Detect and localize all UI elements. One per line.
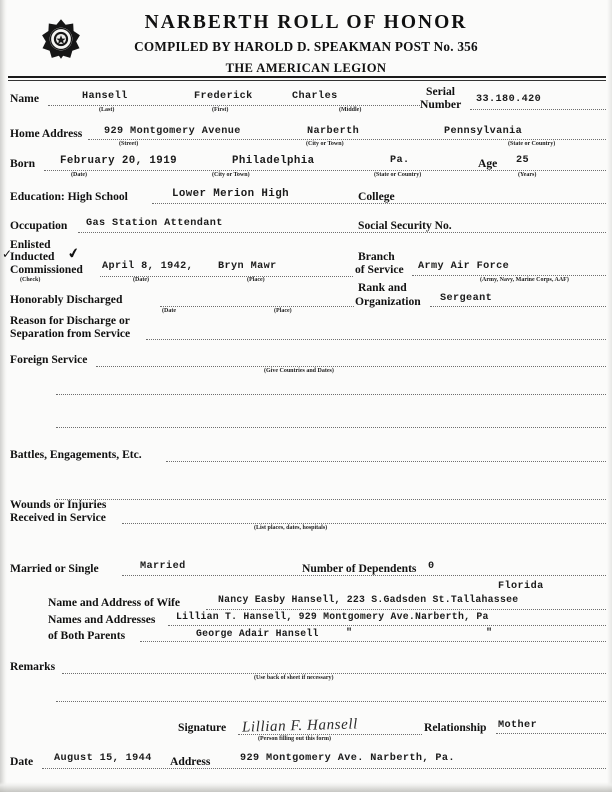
reason-discharge-dotted-rule [146,338,606,340]
name-label: Name [10,92,39,105]
wounds-label-line2: Received in Service [10,511,106,524]
wounds-dotted-rule [122,522,606,524]
born-city-sublabel: (City or Town) [212,172,250,178]
dependents-value[interactable]: 0 [428,561,435,572]
parents-father-value[interactable]: George Adair Hansell [196,628,319,639]
reason-discharge-label-line1: Reason for Discharge or [10,314,130,327]
occupation-value[interactable]: Gas Station Attendant [86,218,223,229]
discharge-dotted-rule [160,305,354,307]
rank-organization-label-line1: Rank and [358,281,407,294]
name-middle-sublabel: (Middle) [339,107,362,113]
born-date-value[interactable]: February 20, 1919 [60,155,177,167]
inducted-label[interactable]: Inducted [10,250,55,263]
born-label: Born [10,157,36,170]
inducted-check-right-icon[interactable]: ✔ [66,245,82,264]
signature-sublabel: (Person filling out this form) [258,736,331,742]
discharge-place-sublabel: (Place) [274,308,292,314]
parents-father-ditto-1: " [346,628,353,639]
home-address-street-value[interactable]: 929 Montgomery Avenue [104,126,241,137]
name-first-value[interactable]: Frederick [194,91,253,102]
college-label: College [358,190,395,203]
dependents-label: Number of Dependents [302,562,417,575]
foreign-service-label: Foreign Service [10,353,88,366]
serial-dotted-rule [470,108,606,110]
compiled-by-subtitle: COMPILED BY HAROLD D. SPEAKMAN POST No. 356 [134,39,478,54]
honorably-discharged-label: Honorably Discharged [10,293,123,306]
name-first-sublabel: (First) [212,107,229,113]
name-last-sublabel: (Last) [99,107,115,113]
foreign-service-dotted-rule [96,365,606,367]
high-school-value[interactable]: Lower Merion High [172,188,289,200]
inducted-check-left-icon[interactable]: ✓ [2,247,13,261]
home-address-street-sublabel: (Street) [119,141,139,147]
american-legion-emblem [40,18,82,60]
parents-father-ditto-2: " [486,628,493,639]
battles-label: Battles, Engagements, Etc. [10,448,142,461]
parents-mother-dotted-rule [168,624,606,626]
wife-state-value[interactable]: Florida [498,581,544,592]
home-address-city-sublabel: (City or Town) [306,141,344,147]
wife-dotted-rule [206,608,606,610]
branch-of-service-value[interactable]: Army Air Force [418,261,510,272]
signature-label: Signature [178,721,227,734]
reason-discharge-label-line2: Separation from Service [10,327,131,340]
rank-organization-label-line2: Organization [355,295,421,308]
parents-label-line2: of Both Parents [48,629,126,642]
born-dotted-rule [44,169,606,171]
organization-name: THE AMERICAN LEGION [225,61,387,75]
serial-number-label-line2: Number [420,98,462,111]
occupation-label: Occupation [10,219,68,232]
name-middle-value[interactable]: Charles [292,91,338,102]
wounds-sublabel: (List places, dates, hospitals) [254,525,328,531]
serial-number-value[interactable]: 33.180.420 [476,94,542,105]
born-state-sublabel: (State or Country) [374,172,422,178]
occupation-dotted-rule [78,231,606,233]
form-header [0,0,612,76]
blank-rule-1[interactable] [56,393,606,395]
parents-label-line1: Names and Addresses [48,613,156,626]
blank-rule-2[interactable] [56,426,606,428]
home-address-dotted-rule [88,138,606,140]
age-sublabel: (Years) [518,172,537,178]
date-label: Date [10,755,34,768]
parents-mother-value[interactable]: Lillian T. Hansell, 929 Montgomery Ave.Narberth, Pa [176,611,489,622]
rank-organization-value[interactable]: Sergeant [440,293,493,304]
check-sublabel: (Check) [20,277,41,283]
commissioned-label[interactable]: Commissioned [10,263,83,276]
service-entry-place-value[interactable]: Bryn Mawr [218,261,277,272]
page-title: NARBERTH ROLL OF HONOR [144,12,468,33]
wife-name-address-value[interactable]: Nancy Easby Hansell, 223 S.Gadsden St.Tallahassee [218,594,519,605]
remarks-blank-rule[interactable] [56,700,606,702]
age-label: Age [478,157,498,170]
discharge-date-sublabel: (Date [162,308,176,314]
remarks-label: Remarks [10,660,56,673]
address-label: Address [170,755,211,768]
parents-father-dotted-rule [140,640,606,642]
marital-status-label: Married or Single [10,562,99,575]
branch-dotted-rule [412,274,606,276]
address-value[interactable]: 929 Montgomery Ave. Narberth, Pa. [240,753,455,764]
scan-edge-left [0,0,7,792]
relationship-label: Relationship [424,721,487,734]
serial-number-label-line1: Serial [426,85,455,98]
battles-dotted-rule [166,460,606,462]
name-dotted-rule [48,104,420,106]
marital-status-value[interactable]: Married [140,561,186,572]
service-entry-date-sublabel: (Date) [133,277,149,283]
branch-of-service-label-line2: of Service [355,263,404,276]
scan-edge-bottom [0,782,612,792]
date-value[interactable]: August 15, 1944 [54,753,152,764]
header-divider [8,76,606,81]
foreign-service-sublabel: (Give Countries and Dates) [264,368,334,374]
wounds-label-line1: Wounds or Injuries [10,498,107,511]
relationship-dotted-rule [496,732,606,734]
home-address-state-value[interactable]: Pennsylvania [444,126,523,137]
name-last-value[interactable]: Hansell [82,91,128,102]
home-address-city-value[interactable]: Narberth [307,126,360,137]
relationship-value[interactable]: Mother [498,720,538,731]
wife-label: Name and Address of Wife [48,596,181,609]
scan-edge-right [607,0,612,792]
blank-rule-3[interactable] [56,498,606,500]
remarks-sublabel: (Use back of sheet if necessary) [254,675,334,681]
branch-of-service-label-line1: Branch [358,250,395,263]
born-date-sublabel: (Date) [71,172,87,178]
branch-sublabel: (Army, Navy, Marine Corps, AAF) [480,277,569,283]
born-city-value[interactable]: Philadelphia [232,155,315,167]
enlisted-label[interactable]: Enlisted [10,238,51,251]
signature-value[interactable]: Lillian F. Hansell [241,716,359,736]
rank-dotted-rule [430,305,606,307]
remarks-dotted-rule [62,672,606,674]
born-state-value[interactable]: Pa. [390,155,410,166]
home-address-state-sublabel: (State or Country) [508,141,556,147]
service-entry-place-sublabel: (Place) [247,277,265,283]
home-address-label: Home Address [10,127,83,140]
footer-dotted-rule [42,767,606,769]
age-value[interactable]: 25 [516,155,530,166]
service-entry-date-value[interactable]: April 8, 1942, [102,261,194,272]
education-label: Education: High School [10,190,128,203]
social-security-label: Social Security No. [358,219,452,232]
